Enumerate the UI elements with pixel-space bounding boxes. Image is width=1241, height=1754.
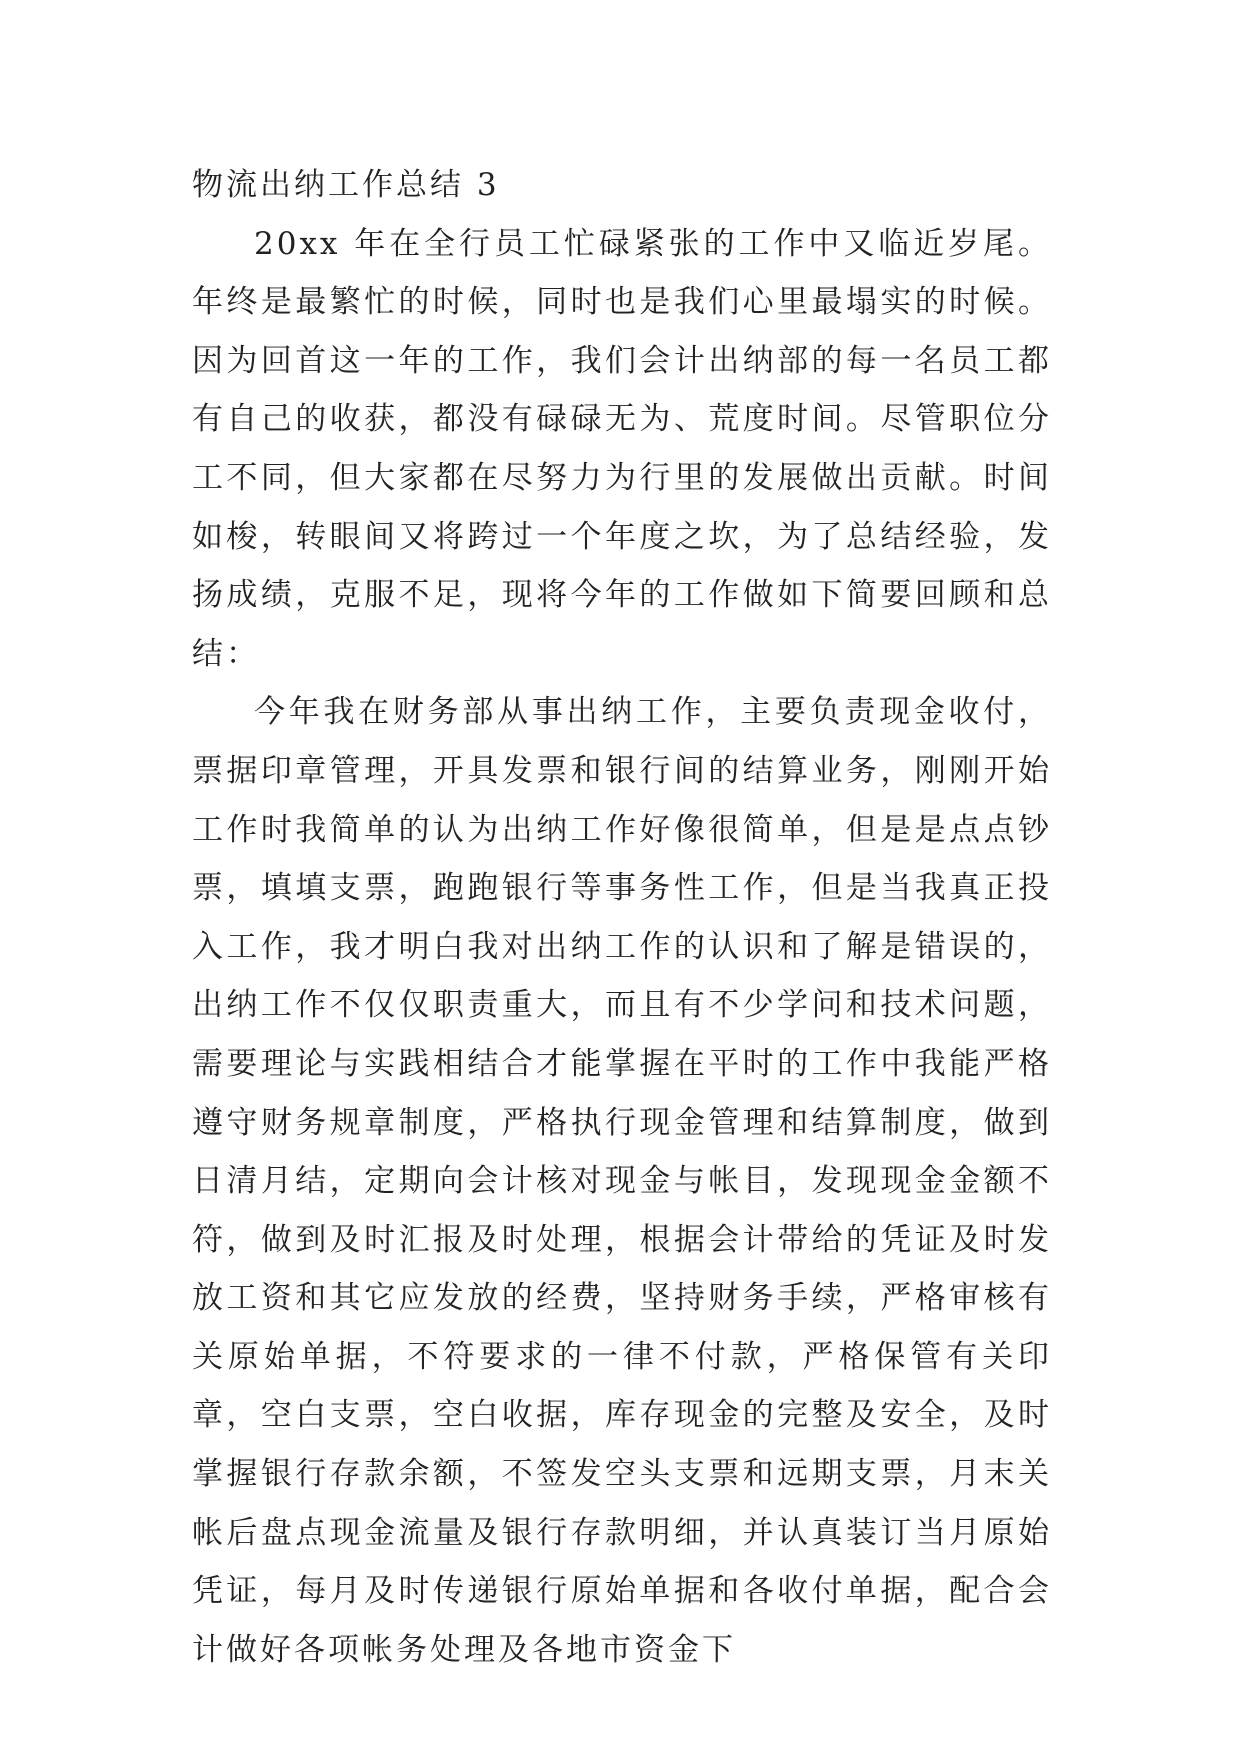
document-body	[192, 156, 1052, 1679]
paragraph-2: 今年我在财务部从事出纳工作，主要负责现金收付，票据印章管理，开具发票和银行间的结算业务，刚刚开始工作时我简单的认为出纳工作好像很简单，但是是点点钞票，填填支票，跑跑银行等事务性工作，但是当我真正投入工作，我才明白我对出纳工作的认识和了解是错误的，出纳工作不仅仅职责重大，而且有不少学问和技术问题，需要理论与实践相结合才能掌握在平时的工作中我能严格遵守财务规章制度，严格执行现金管理和结算制度，做到日清月结，定期向会计核对现金与帐目，发现现金金额不符，做到及时汇报及时处理，根据会计带给的凭证及时发放工资和其它应发放的经费，坚持财务手续，严格审核有关原始单据，不符要求的一律不付款，严格保管有关印章，空白支票，空白收据，库存现金的完整及安全，及时掌握银行存款余额，不签发空头支票和远期支票，月末关帐后盘点现金流量及银行存款明细，并认真装订当月原始凭证，每月及时传递银行原始单据和各收付单据，配合会计做好各项帐务处理及各地市资金下	[192, 694, 1052, 1668]
paragraph-1: 20xx 年在全行员工忙碌紧张的工作中又临近岁尾。年终是最繁忙的时候，同时也是我们心里最塌实的时候。因为回首这一年的工作，我们会计出纳部的每一名员工都有自己的收获，都没有碌碌无为、荒度时间。尽管职位分工不同，但大家都在尽努力为行里的发展做出贡献。时间如梭，转眼间又将跨过一个年度之坎，为了总结经验，发扬成绩，克服不足，现将今年的工作做如下简要回顾和总结：	[192, 225, 1052, 672]
document-title: 物流出纳工作总结 3	[192, 167, 500, 203]
